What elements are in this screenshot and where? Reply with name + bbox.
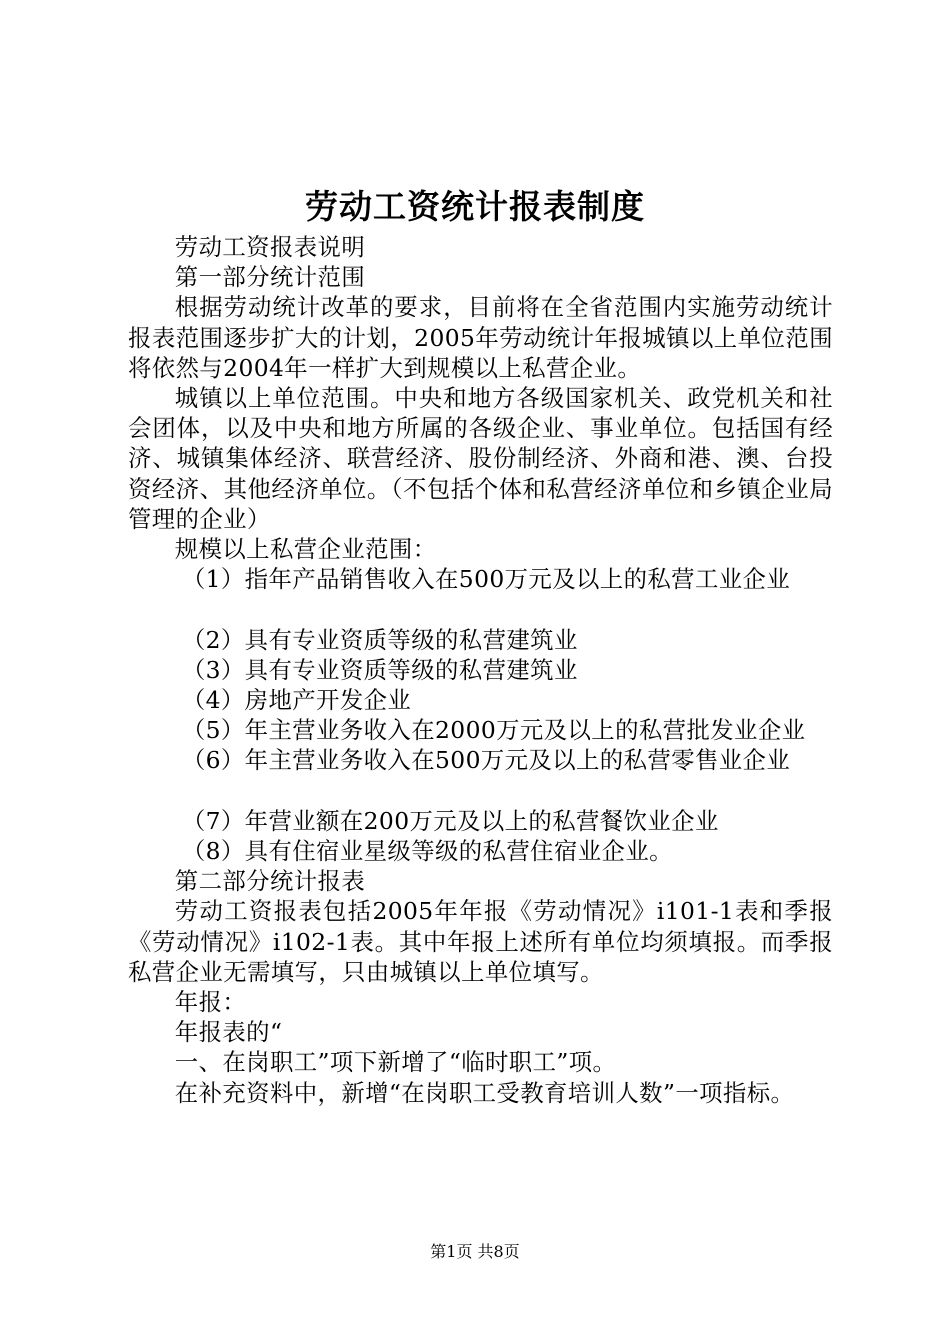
list-item-5: （5）年主营业务收入在2000万元及以上的私营批发业企业 xyxy=(181,716,806,745)
list-item-7: （7）年营业额在200万元及以上的私营餐饮业企业 xyxy=(181,806,719,835)
paragraph-annual-form: 年报表的“ xyxy=(174,1018,283,1047)
list-item-2: （2）具有专业资质等级的私营建筑业 xyxy=(181,625,578,654)
paragraph-private-scope-heading: 规模以上私营企业范围： xyxy=(174,535,437,564)
paragraph-part-two-heading: 第二部分统计报表 xyxy=(174,867,366,896)
paragraph-new-training-indicator: 在补充资料中，新增“在岗职工受教育培训人数”一项指标。 xyxy=(174,1078,795,1107)
list-item-6: （6）年主营业务收入在500万元及以上的私营零售业企业 xyxy=(181,746,791,775)
blank-line xyxy=(128,776,833,806)
document-body xyxy=(128,232,833,1108)
paragraph-annual-report: 年报： xyxy=(174,988,247,1017)
paragraph-new-temporary-staff: 一、在岗职工”项下新增了“临时职工”项。 xyxy=(174,1048,617,1077)
document-title: 劳动工资统计报表制度 xyxy=(305,187,645,226)
blank-line xyxy=(128,594,833,624)
paragraph-report-tables: 劳动工资报表包括2005年年报《劳动情况》i101-1表和季报《劳动情况》i102-1表。其中年报上述所有单位均须填报。而季报私营企业无需填写，只由城镇以上单位填写。 xyxy=(128,897,833,986)
paragraph-reform-plan: 根据劳动统计改革的要求，目前将在全省范围内实施劳动统计报表范围逐步扩大的计划，2005年劳动统计年报城镇以上单位范围将依然与2004年一样扩大到规模以上私营企业。 xyxy=(128,293,833,382)
paragraph-part-one-heading: 第一部分统计范围 xyxy=(174,263,366,292)
list-item-3: （3）具有专业资质等级的私营建筑业 xyxy=(181,655,578,684)
paragraph-report-notes: 劳动工资报表说明 xyxy=(174,233,366,261)
paragraph-urban-units-scope: 城镇以上单位范围。中央和地方各级国家机关、政党机关和社会团体，以及中央和地方所属的各级企业、事业单位。包括国有经济、城镇集体经济、联营经济、股份制经济、外商和港、澳、台投资经济、其他经济单位。（不包括个体和私营经济单位和乡镇企业局管理的企业） xyxy=(128,384,833,533)
page-number-footer: 第1页 共8页 xyxy=(430,1242,520,1261)
list-item-1: （1）指年产品销售收入在500万元及以上的私营工业企业 xyxy=(181,565,791,594)
list-item-8: （8）具有住宿业星级等级的私营住宿业企业。 xyxy=(181,837,673,866)
list-item-4: （4）房地产开发企业 xyxy=(181,686,412,715)
